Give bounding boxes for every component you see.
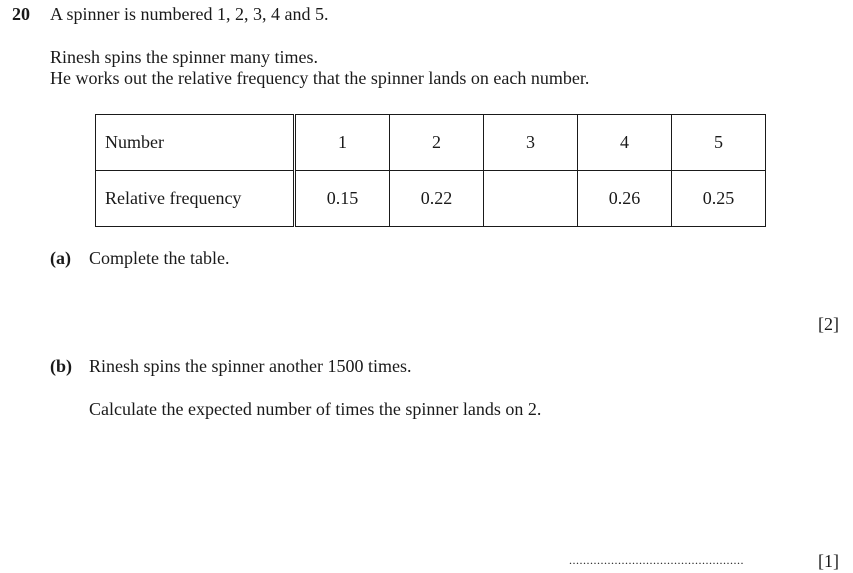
part-a-marks: [2] bbox=[818, 314, 839, 334]
intro-line-2: He works out the relative frequency that the spinner lands on each number. bbox=[50, 68, 590, 88]
table-row-frequency bbox=[96, 171, 766, 227]
number-cell-3: 3 bbox=[484, 115, 578, 171]
number-cell-4: 4 bbox=[578, 115, 672, 171]
number-cell-2: 2 bbox=[390, 115, 484, 171]
relative-frequency-table bbox=[95, 114, 766, 227]
frequency-cell-3-blank[interactable] bbox=[484, 171, 578, 227]
frequency-cell-5: 0.25 bbox=[672, 171, 766, 227]
number-cell-5: 5 bbox=[672, 115, 766, 171]
part-a-text: Complete the table. bbox=[89, 248, 230, 268]
frequency-cell-2: 0.22 bbox=[390, 171, 484, 227]
number-cell-1: 1 bbox=[295, 115, 390, 171]
table-row-number bbox=[96, 115, 766, 171]
intro-line-1: Rinesh spins the spinner many times. bbox=[50, 47, 318, 67]
row-header-frequency: Relative frequency bbox=[96, 171, 295, 227]
frequency-cell-1: 0.15 bbox=[295, 171, 390, 227]
question-number: 20 bbox=[12, 4, 30, 24]
part-b-marks: [1] bbox=[818, 551, 839, 571]
part-b-text: Rinesh spins the spinner another 1500 times. bbox=[89, 356, 412, 376]
frequency-cell-4: 0.26 bbox=[578, 171, 672, 227]
question-stem: A spinner is numbered 1, 2, 3, 4 and 5. bbox=[50, 4, 329, 24]
answer-line[interactable]: .................................................. bbox=[569, 553, 744, 567]
row-header-number: Number bbox=[96, 115, 295, 171]
part-a-label: (a) bbox=[50, 248, 71, 268]
part-b-label: (b) bbox=[50, 356, 72, 376]
part-b-instruction: Calculate the expected number of times the spinner lands on 2. bbox=[89, 399, 542, 419]
